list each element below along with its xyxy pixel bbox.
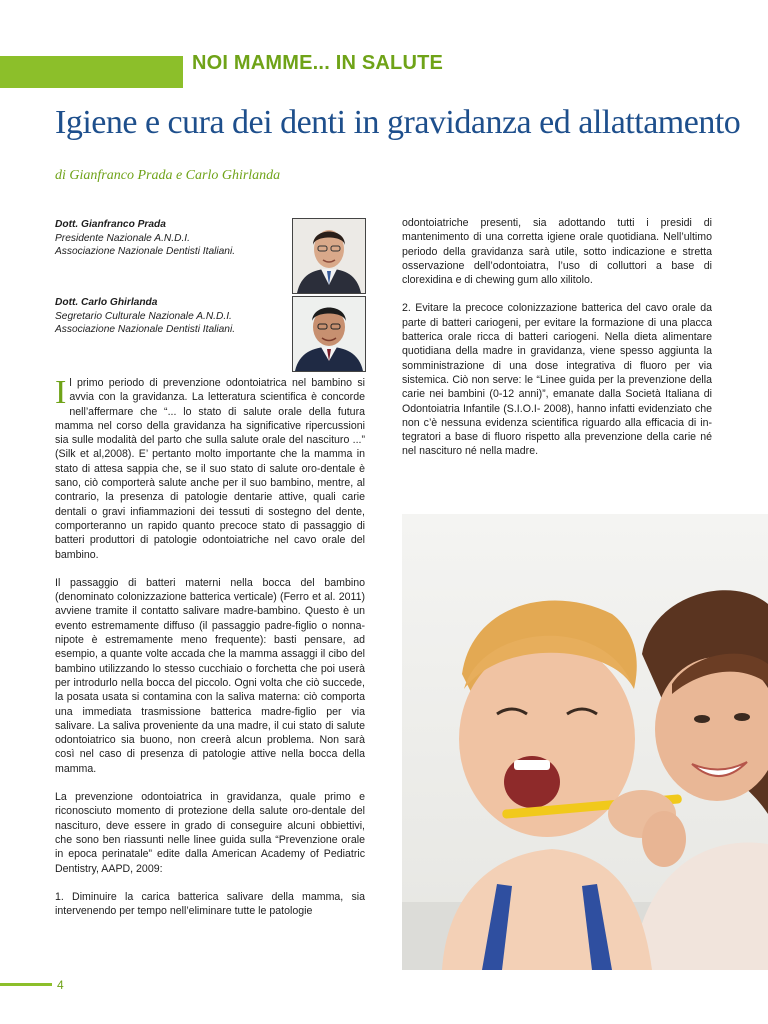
paragraph-5: odontoiatriche presenti, sia adottando tutti i presidi di mantenimento di una corretta igiene orale quotidiana. Nell’ultimo periodo della gravidanza sarà utile, sotto indicazione e stretta osservazione dell’odontoiatra, l’uso di colluttori a base di clorexidina e di chewing gum allo xilitolo. — [402, 217, 712, 287]
author-name: Dott. Gianfranco Prada — [55, 219, 166, 230]
paragraph-3: La prevenzione odontoiatrica in gravidanza, quale primo e riconosciuto momento di protezione della salute oro-dentale del nascituro, deve essere in grado di conseguire alcuni obbiettivi, che sono ben riassunti nelle linee guida sulla “Prevenzione orale in epoca perinatale” edite dalla American Academy of Pediatric Dentistry, AAPD, 2009: — [55, 791, 365, 875]
section-color-bar — [0, 56, 183, 88]
mother-child-brushing-photo — [402, 514, 768, 970]
author-photo-prada — [292, 218, 366, 294]
byline: di Gianfranco Prada e Carlo Ghirlanda — [55, 168, 281, 183]
author-affiliation: Associazione Nazionale Dentisti Italiani. — [55, 324, 236, 335]
author-prada — [55, 218, 235, 259]
paragraph-intro — [55, 376, 365, 562]
footer-rule — [0, 983, 52, 986]
right-column — [402, 216, 712, 473]
author-name: Dott. Carlo Ghirlanda — [55, 297, 158, 308]
section-title: NOI MAMME... IN SALUTE — [192, 52, 444, 74]
drop-cap: I — [55, 374, 67, 411]
page-number: 4 — [57, 978, 64, 992]
paragraph-6: 2. Evitare la precoce colonizzazione batterica del cavo orale da parte di batteri cariogeni, per evitare la formazione di una placca batterica orale ricca di batteri cariogeni. Nella dieta alimentare quotidiana della madre in gravidanza, viene spesso aggiunta la somministrazione di una dose integrativa di fluoro per via sistemica. Ciò non serve: le “Linee guida per la prevenzione della carie nei bambini (0-12 anni)”, emanate dalla Società Italiana di Odontoiatria Infantile (S.I.O.I- 2008), hanno infatti evidenziato che non c’è nessuna evidenza scientifica riguardo alla efficacia di in-tegratori a base di fluoro rispetto alla prevenzione della carie né nel nascituro né nella madre. — [402, 302, 712, 458]
author-photo-ghirlanda — [292, 296, 366, 372]
article-title: Igiene e cura dei denti in gravidanza ed allattamento — [55, 104, 741, 141]
paragraph-intro-text: l primo periodo di prevenzione odontoiatrica nel bambino si avvia con la gravidanza. La letteratura scientifica è concorde nell’affermare che “... lo stato di salute orale della futura mamma nel corso della gravidanza ha significative ripercussioni sia sulle modalità del parto che sulla salute orale del nascituro ...” (Silk et al,2008). E’ pertanto molto importante che la mamma in stato di attesa sappia che, se il suo stato di salute oro-dentale è sano, ciò comporterà salute anche per il suo bambino, mentre, al contrario, la presenza di patologie dentarie attive, quali carie dentali o gravi infiammazioni dei tessuti di sostegno del dente, comporteranno un rapido quanto precoce stato di passaggio di batteri produttori di patologie odontoiatriche nel cavo orale del bambino. — [55, 377, 365, 561]
paragraph-4: 1. Diminuire la carica batterica salivare della mamma, sia intervenendo per tempo nell’eliminare tutte le patologie — [55, 890, 365, 918]
author-role: Segretario Culturale Nazionale A.N.D.I. — [55, 310, 232, 322]
author-ghirlanda — [55, 296, 235, 337]
paragraph-2: Il passaggio di batteri materni nella bocca del bambino (denominato colonizzazione batterica verticale) (Ferro et al. 2011) avviene tramite il contatto salivare madre-bambino. Questo è un evento estremamente diffuso (il passaggio padre-figlio o nonna-nipote è estremamente meno frequente): basti pensare, ad esempio, a quante volte accada che la mamma assaggi il cibo del bambino utilizzando lo stesso cucchiaio o forchetta che poi userà per introdurlo nella bocca del piccolo. Ogni volta che ciò succede, la posata usata si contamina con la saliva materna: ciò comporta una immediata trasmissione batterica madre-figlio per via salivare. La saliva proveniente da una madre, il cui stato di salute odontoiatrico sia buono, non creerà alcun problema. Non sarà così nel caso di presenza di patologie attive nella bocca della mamma. — [55, 576, 365, 775]
left-column — [55, 376, 365, 932]
author-affiliation: Associazione Nazionale Dentisti Italiani. — [55, 246, 236, 257]
author-role: Presidente Nazionale A.N.D.I. — [55, 232, 190, 244]
